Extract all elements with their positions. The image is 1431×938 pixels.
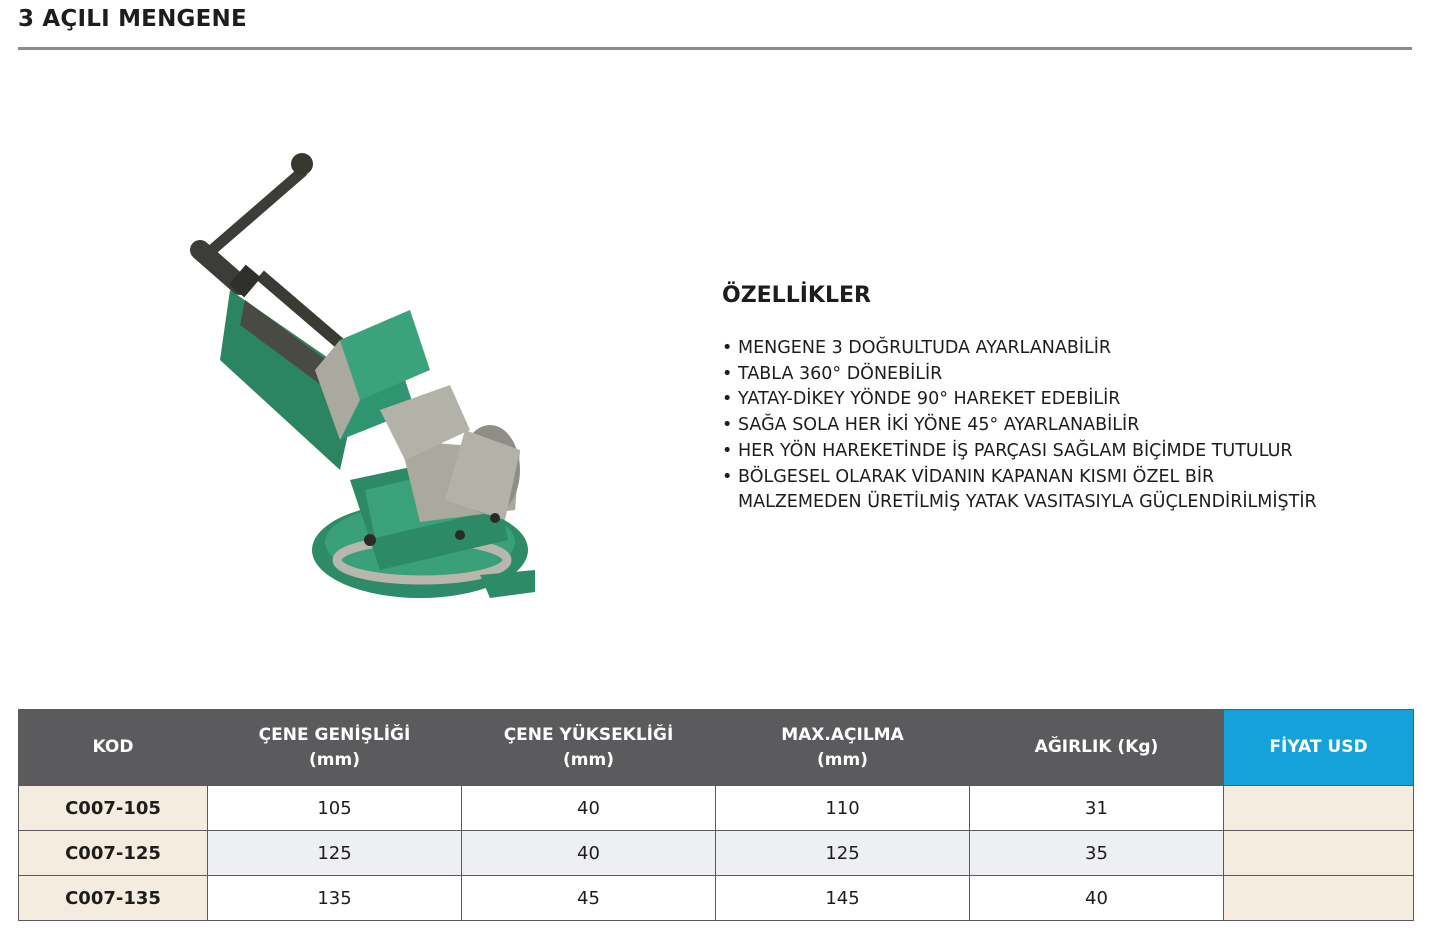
feature-item-continuation: MALZEMEDEN ÜRETİLMİŞ YATAK VASITASIYLA GÜÇLENDİRİLMİŞTİR <box>738 492 1317 513</box>
header-jaw-width: ÇENE GENİŞLİĞİ (mm) <box>208 710 462 786</box>
machine-vise-icon <box>190 150 550 620</box>
spec-table <box>18 709 1414 921</box>
cell-code: C007-105 <box>19 786 208 831</box>
feature-item: • TABLA 360° DÖNEBİLİR <box>722 362 1412 388</box>
table-row <box>19 831 1414 876</box>
cell-max-opening: 110 <box>716 786 970 831</box>
page-title: 3 AÇILI MENGENE <box>18 6 247 32</box>
header-code: KOD <box>19 710 208 786</box>
feature-item: • YATAY-DİKEY YÖNDE 90° HAREKET EDEBİLİR <box>722 387 1412 413</box>
cell-weight: 35 <box>970 831 1224 876</box>
header-max-opening: MAX.AÇILMA (mm) <box>716 710 970 786</box>
features-heading: ÖZELLİKLER <box>722 283 871 308</box>
header-weight: AĞIRLIK (Kg) <box>970 710 1224 786</box>
cell-max-opening: 125 <box>716 831 970 876</box>
feature-item: • HER YÖN HAREKETİNDE İŞ PARÇASI SAĞLAM BİÇİMDE TUTULUR <box>722 439 1412 465</box>
features-section <box>722 283 1412 516</box>
cell-weight: 40 <box>970 876 1224 921</box>
cell-jaw-width: 125 <box>208 831 462 876</box>
feature-item: • BÖLGESEL OLARAK VİDANIN KAPANAN KISMI ÖZEL BİR <box>722 465 1412 491</box>
cell-jaw-height: 45 <box>462 876 716 921</box>
bullet: • <box>722 415 733 436</box>
table-row <box>19 876 1414 921</box>
cell-price <box>1224 786 1414 831</box>
header-price: FİYAT USD <box>1224 710 1414 786</box>
cell-price <box>1224 876 1414 921</box>
bullet: • <box>722 440 733 461</box>
table-header-row <box>19 710 1414 786</box>
feature-item: • SAĞA SOLA HER İKİ YÖNE 45° AYARLANABİLİR <box>722 413 1412 439</box>
cell-max-opening: 145 <box>716 876 970 921</box>
bullet: • <box>722 363 733 384</box>
cell-jaw-width: 105 <box>208 786 462 831</box>
cell-price <box>1224 831 1414 876</box>
features-list <box>722 336 1412 516</box>
cell-weight: 31 <box>970 786 1224 831</box>
table-row <box>19 786 1414 831</box>
cell-code: C007-125 <box>19 831 208 876</box>
cell-jaw-height: 40 <box>462 831 716 876</box>
bullet: • <box>722 389 733 410</box>
bullet: • <box>722 338 733 358</box>
feature-item: • MENGENE 3 DOĞRULTUDA AYARLANABİLİR <box>722 336 1412 362</box>
bullet: • <box>722 466 733 487</box>
cell-code: C007-135 <box>19 876 208 921</box>
cell-jaw-width: 135 <box>208 876 462 921</box>
cell-jaw-height: 40 <box>462 786 716 831</box>
header-jaw-height: ÇENE YÜKSEKLİĞİ (mm) <box>462 710 716 786</box>
title-divider <box>18 47 1412 50</box>
